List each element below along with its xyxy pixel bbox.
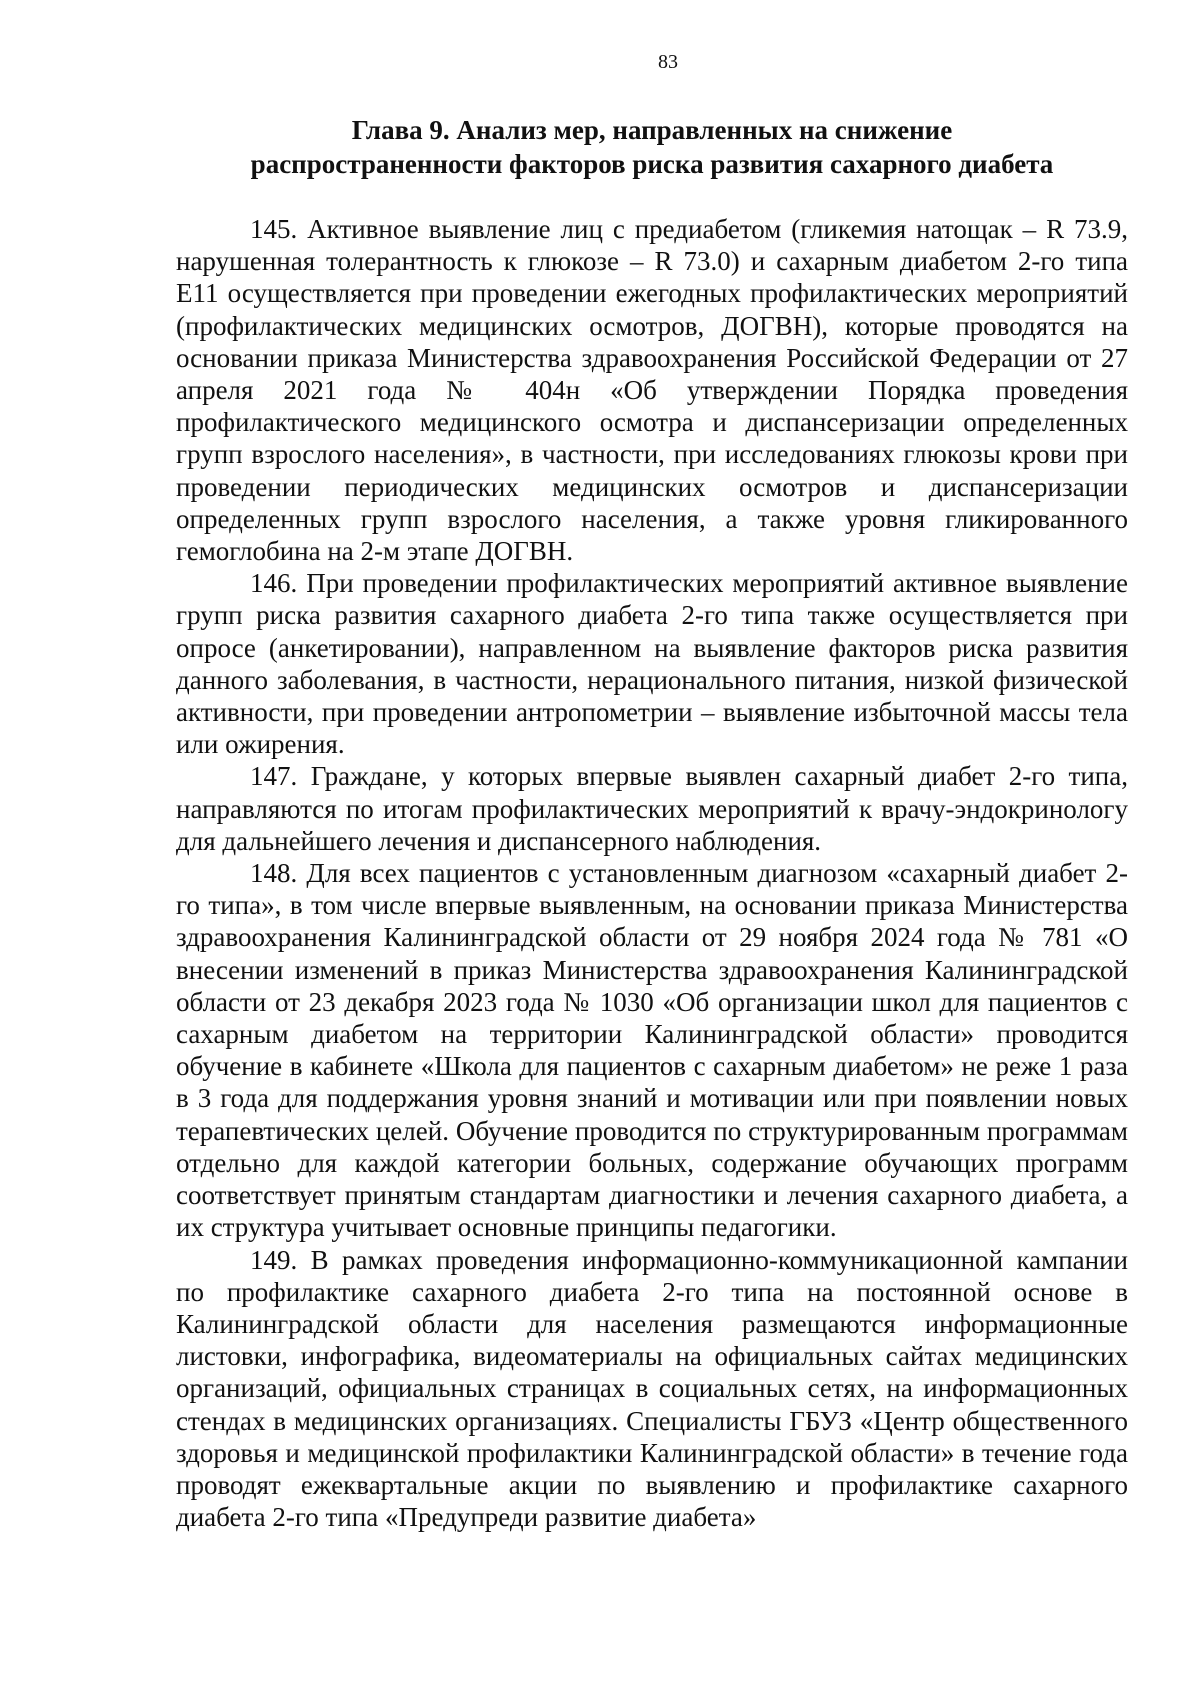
paragraph-146: 146. При проведении профилактических мероприятий активное выявление групп риска развития сахарного диабета 2-го типа также осуществляется при опросе (анкетировании), направленном на выявление факторов риска развития данного заболевания, в частности, нерационального питания, низкой физической активности, при проведении антропометрии – выявление избыточной массы тела или ожирения. bbox=[176, 568, 1128, 760]
paragraph-148: 148. Для всех пациентов с установленным диагнозом «сахарный диабет 2-го типа», в том числе впервые выявленным, на основании приказа Министерства здравоохранения Калининградской области от 29 ноября 2024 года № 781 «О внесении изменений в приказ Министерства здравоохранения Калининградской области от 23 декабря 2023 года № 1030 «Об организации школ для пациентов с сахарным диабетом на территории Калининградской области» проводится обучение в кабинете «Школа для пациентов с сахарным диабетом» не реже 1 раза в 3 года для поддержания уровня знаний и мотивации или при появлении новых терапевтических целей. Обучение проводится по структурированным программам отдельно для каждой категории больных, содержание обучающих программ соответствует принятым стандартам диагностики и лечения сахарного диабета, а их структура учитывает основные принципы педагогики. bbox=[176, 858, 1128, 1243]
paragraph-145: 145. Активное выявление лиц с предиабетом (гликемия натощак – R 73.9, нарушенная толерантность к глюкозе – R 73.0) и сахарным диабетом 2-го типа Е11 осуществляется при проведении ежегодных профилактических мероприятий (профилактических медицинских осмотров, ДОГВН), которые проводятся на основании приказа Министерства здравоохранения Российской Федерации от 27 апреля 2021 года № 404н «Об утверждении Порядка проведения профилактического медицинского осмотра и диспансеризации определенных групп взрослого населения», в частности, при исследованиях глюкозы крови при проведении периодических медицинских осмотров и диспансеризации определенных групп взрослого населения, а также уровня гликированного гемоглобина на 2-м этапе ДОГВН. bbox=[176, 214, 1128, 567]
page-number: 83 bbox=[658, 51, 678, 73]
chapter-title-line-1: Глава 9. Анализ мер, направленных на снижение bbox=[351, 115, 953, 145]
paragraph-147: 147. Граждане, у которых впервые выявлен сахарный диабет 2-го типа, направляются по итогам профилактических мероприятий к врачу-эндокринологу для дальнейшего лечения и диспансерного наблюдения. bbox=[176, 761, 1128, 856]
chapter-title-line-2: распространенности факторов риска развития сахарного диабета bbox=[250, 149, 1054, 179]
paragraph-149: 149. В рамках проведения информационно-коммуникационной кампании по профилактике сахарного диабета 2-го типа на постоянной основе в Калининградской области для населения размещаются информационные листовки, инфографика, видеоматериалы на официальных сайтах медицинских организаций, официальных страницах в социальных сетях, на информационных стендах в медицинских организациях. Специалисты ГБУЗ «Центр общественного здоровья и медицинской профилактики Калининградской области» в течение года проводят ежеквартальные акции по выявлению и профилактике сахарного диабета 2-го типа «Предупреди развитие диабета» bbox=[176, 1244, 1128, 1533]
chapter-title bbox=[176, 113, 1128, 181]
body-text bbox=[176, 213, 1128, 1533]
